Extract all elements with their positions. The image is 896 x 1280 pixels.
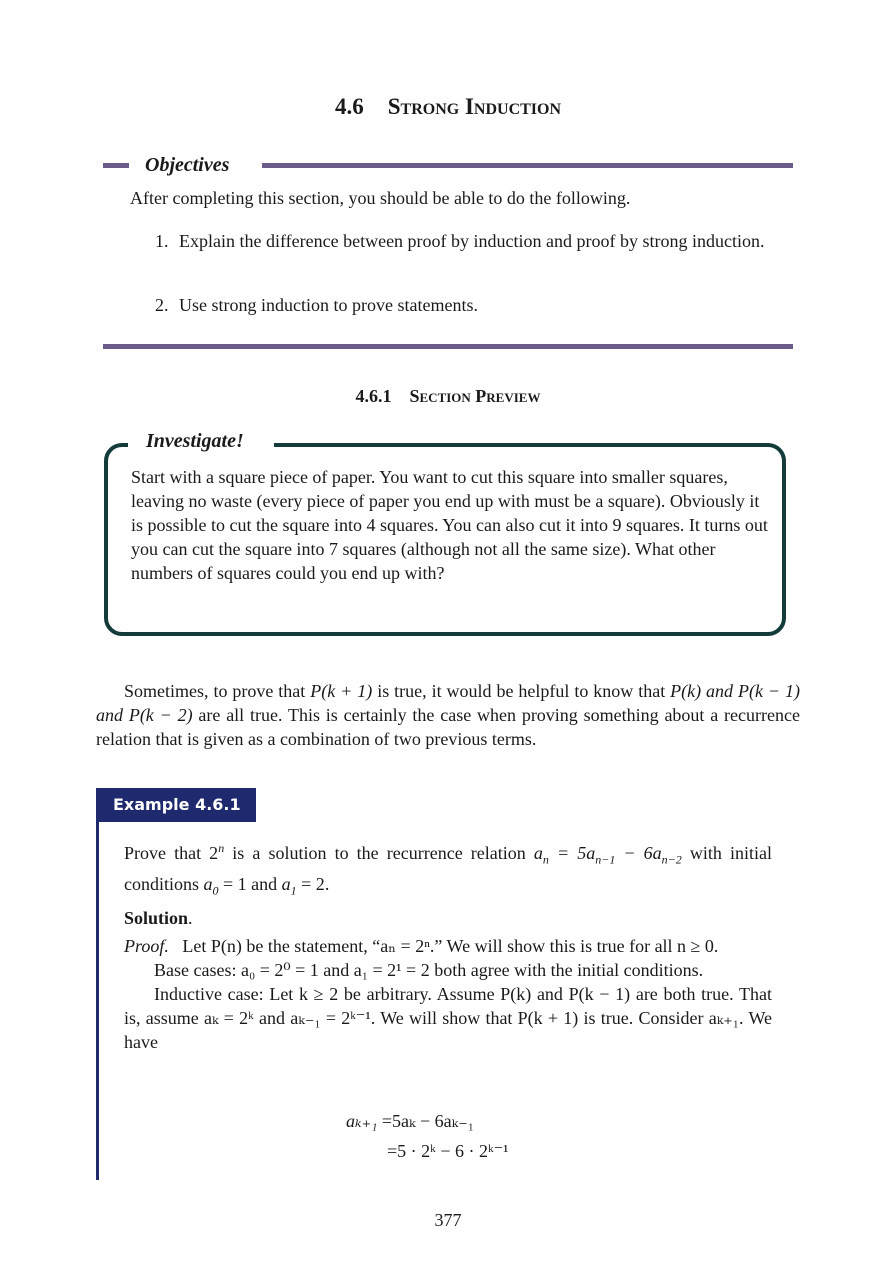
objectives-label: Objectives: [145, 154, 230, 176]
equation-lhs: aₖ₊₁: [346, 1111, 378, 1131]
page-number: 377: [434, 1210, 462, 1230]
example-body: [124, 836, 772, 1054]
recurrence-math: $a_n = 5a_{n-1} - 6a_{n-2}$: [533, 843, 682, 867]
subsection-number: 4.6.1: [355, 386, 392, 406]
section-title: Strong Induction: [387, 94, 562, 119]
equation-block: [346, 1106, 509, 1166]
proof-label: Proof.: [124, 936, 169, 957]
proof-text: Let P(n) be the statement, “aₙ = 2ⁿ.” We will show this is true for all n ≥ 0.: [182, 936, 719, 957]
base-case-paragraph: Base cases: a₀ = 2⁰ = 1 and a₁ = 2¹ = 2 both agree with the initial conditions.: [154, 960, 704, 981]
objectives-rule-right: [262, 163, 793, 168]
equation-rhs: =5aₖ − 6aₖ₋₁: [381, 1111, 475, 1131]
prompt-sup: n: [218, 841, 225, 855]
example-prompt: Prove that 2$^n$ is a solution to the recurrence relation $a_n = 5a_{n-1} - 6a_{n-2}$ with initial conditions $a_0 = 1$ and $a_1 = 2$.: [124, 841, 772, 898]
prompt-text: and: [246, 873, 282, 894]
objectives-intro: After completing this section, you should be able to do the following.: [130, 188, 631, 208]
prompt-text: Prove that 2: [124, 843, 219, 863]
solution-heading: Solution.: [124, 908, 193, 929]
objective-item: [155, 229, 775, 253]
initial-condition-0: $a_0$: [203, 873, 219, 898]
investigate-label: Investigate!: [146, 430, 244, 452]
paragraph-text: Sometimes, to prove that: [124, 681, 311, 701]
equation-rhs: =5 · 2ᵏ − 6 · 2ᵏ⁻¹: [387, 1141, 509, 1161]
paragraph-math: P(k) and P(k − 1) and P(k − 2): [96, 681, 800, 725]
prompt-text: .: [324, 873, 330, 894]
paragraph-text: is true, it would be helpful to know that: [372, 681, 671, 701]
objective-text: Use strong induction to prove statements.: [179, 295, 478, 315]
example-accent-bar: [96, 788, 99, 1180]
paragraph-math: P(k + 1): [310, 681, 373, 701]
objective-number: 1.: [155, 231, 169, 251]
objectives-rule-left: [103, 163, 129, 168]
section-number: 4.6: [334, 94, 364, 119]
example-label: Example 4.6.1: [97, 788, 256, 822]
objective-text: Explain the difference between proof by induction and proof by strong induction.: [179, 231, 765, 251]
paragraph-text: are all true. This is certainly the case when proving something about a recurrence relation that is given as a combination of two previous terms.: [96, 705, 800, 749]
investigate-text: Start with a square piece of paper. You want to cut this square into smaller squares, leaving no waste (every piece of paper you end up with must be a square). Obviously it is possible to cut the square into 4 squares. You can also cut it into 9 squares. It turns out you can cut the square into 7 squares (although not all the same size). What other numbers of squares could you end up with?: [131, 467, 768, 583]
inductive-case-paragraph: Inductive case: Let k ≥ 2 be arbitrary. Assume P(k) and P(k − 1) are both true. That is, assume aₖ = 2ᵏ and aₖ₋₁ = 2ᵏ⁻¹. We will show that P(k + 1) is true. Consider aₖ₊₁. We have: [124, 984, 772, 1053]
subsection-title: Section Preview: [409, 386, 541, 406]
subsection-heading: [0, 386, 896, 407]
initial-condition-1: $a_1$: [281, 873, 297, 898]
section-heading: [0, 94, 896, 120]
objectives-rule-bottom: [103, 344, 793, 349]
prompt-text: with initial conditions: [124, 843, 772, 894]
body-paragraph: [96, 679, 800, 751]
proof-paragraph: [124, 934, 772, 958]
objective-item: [155, 293, 775, 317]
objective-number: 2.: [155, 295, 169, 315]
prompt-text: is a solution to the recurrence relation: [224, 843, 534, 863]
